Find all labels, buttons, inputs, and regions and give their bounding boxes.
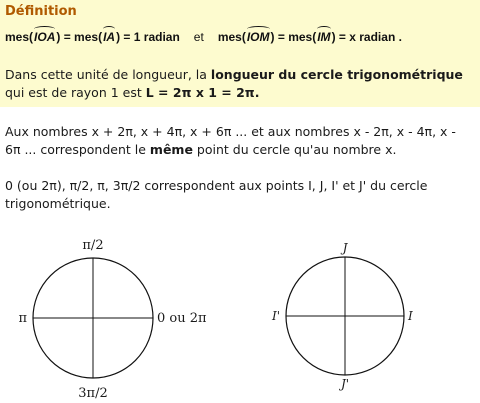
def-text-part1: Dans cette unité de longueur, la — [5, 67, 211, 82]
definition-title: Définition — [5, 4, 77, 19]
mes-label: mes — [74, 30, 99, 44]
left-circle-group — [18, 238, 207, 401]
left-label-left: π — [18, 311, 27, 326]
arc-ia: IA — [103, 30, 116, 44]
left-label-bottom: 3π/2 — [78, 386, 108, 401]
arc-ioa: IOA — [34, 30, 56, 44]
right-label-right: I — [408, 309, 413, 323]
eq-x-radian: = x radian . — [338, 30, 402, 44]
def-text-bold1: longueur du cercle trigonométrique — [210, 67, 463, 82]
arc-im: IM — [317, 30, 331, 44]
left-label-right: 0 ou 2π — [157, 311, 207, 326]
p2-part2: point du cercle qu'au nombre x. — [192, 142, 397, 157]
def-text-part2: qui est de rayon 1 est — [5, 85, 146, 100]
right-label-top: J — [342, 241, 348, 255]
mes-label: mes — [5, 30, 30, 44]
et-word: et — [193, 30, 204, 44]
paragraph-points: 0 (ou 2π), π/2, π, 3π/2 correspondent aux points I, J, I' et J' du cercle trigonométrique. — [5, 178, 428, 211]
def-text-bold2: L = 2π x 1 = 2π. — [145, 85, 260, 100]
arc-iom: IOM — [246, 30, 270, 44]
p2-bold: même — [149, 142, 193, 157]
right-circle-group — [271, 241, 413, 391]
eq-one-radian: = 1 radian — [123, 30, 180, 44]
right-label-bottom: J' — [340, 377, 350, 391]
right-label-left: I' — [271, 309, 280, 323]
p2-part1: Aux nombres x + 2π, x + 4π, x + 6π ... et aux nombres x - 2π, x - 4π, x - 6π ... correspondent le — [5, 124, 456, 157]
mes-label: mes — [217, 30, 242, 44]
left-label-top: π/2 — [82, 238, 104, 253]
definition-formula: mes(IOA) = mes(IA) = 1 radian et mes(IOM) = mes(IM) = x radian . — [5, 30, 402, 44]
mes-label: mes — [288, 30, 313, 44]
